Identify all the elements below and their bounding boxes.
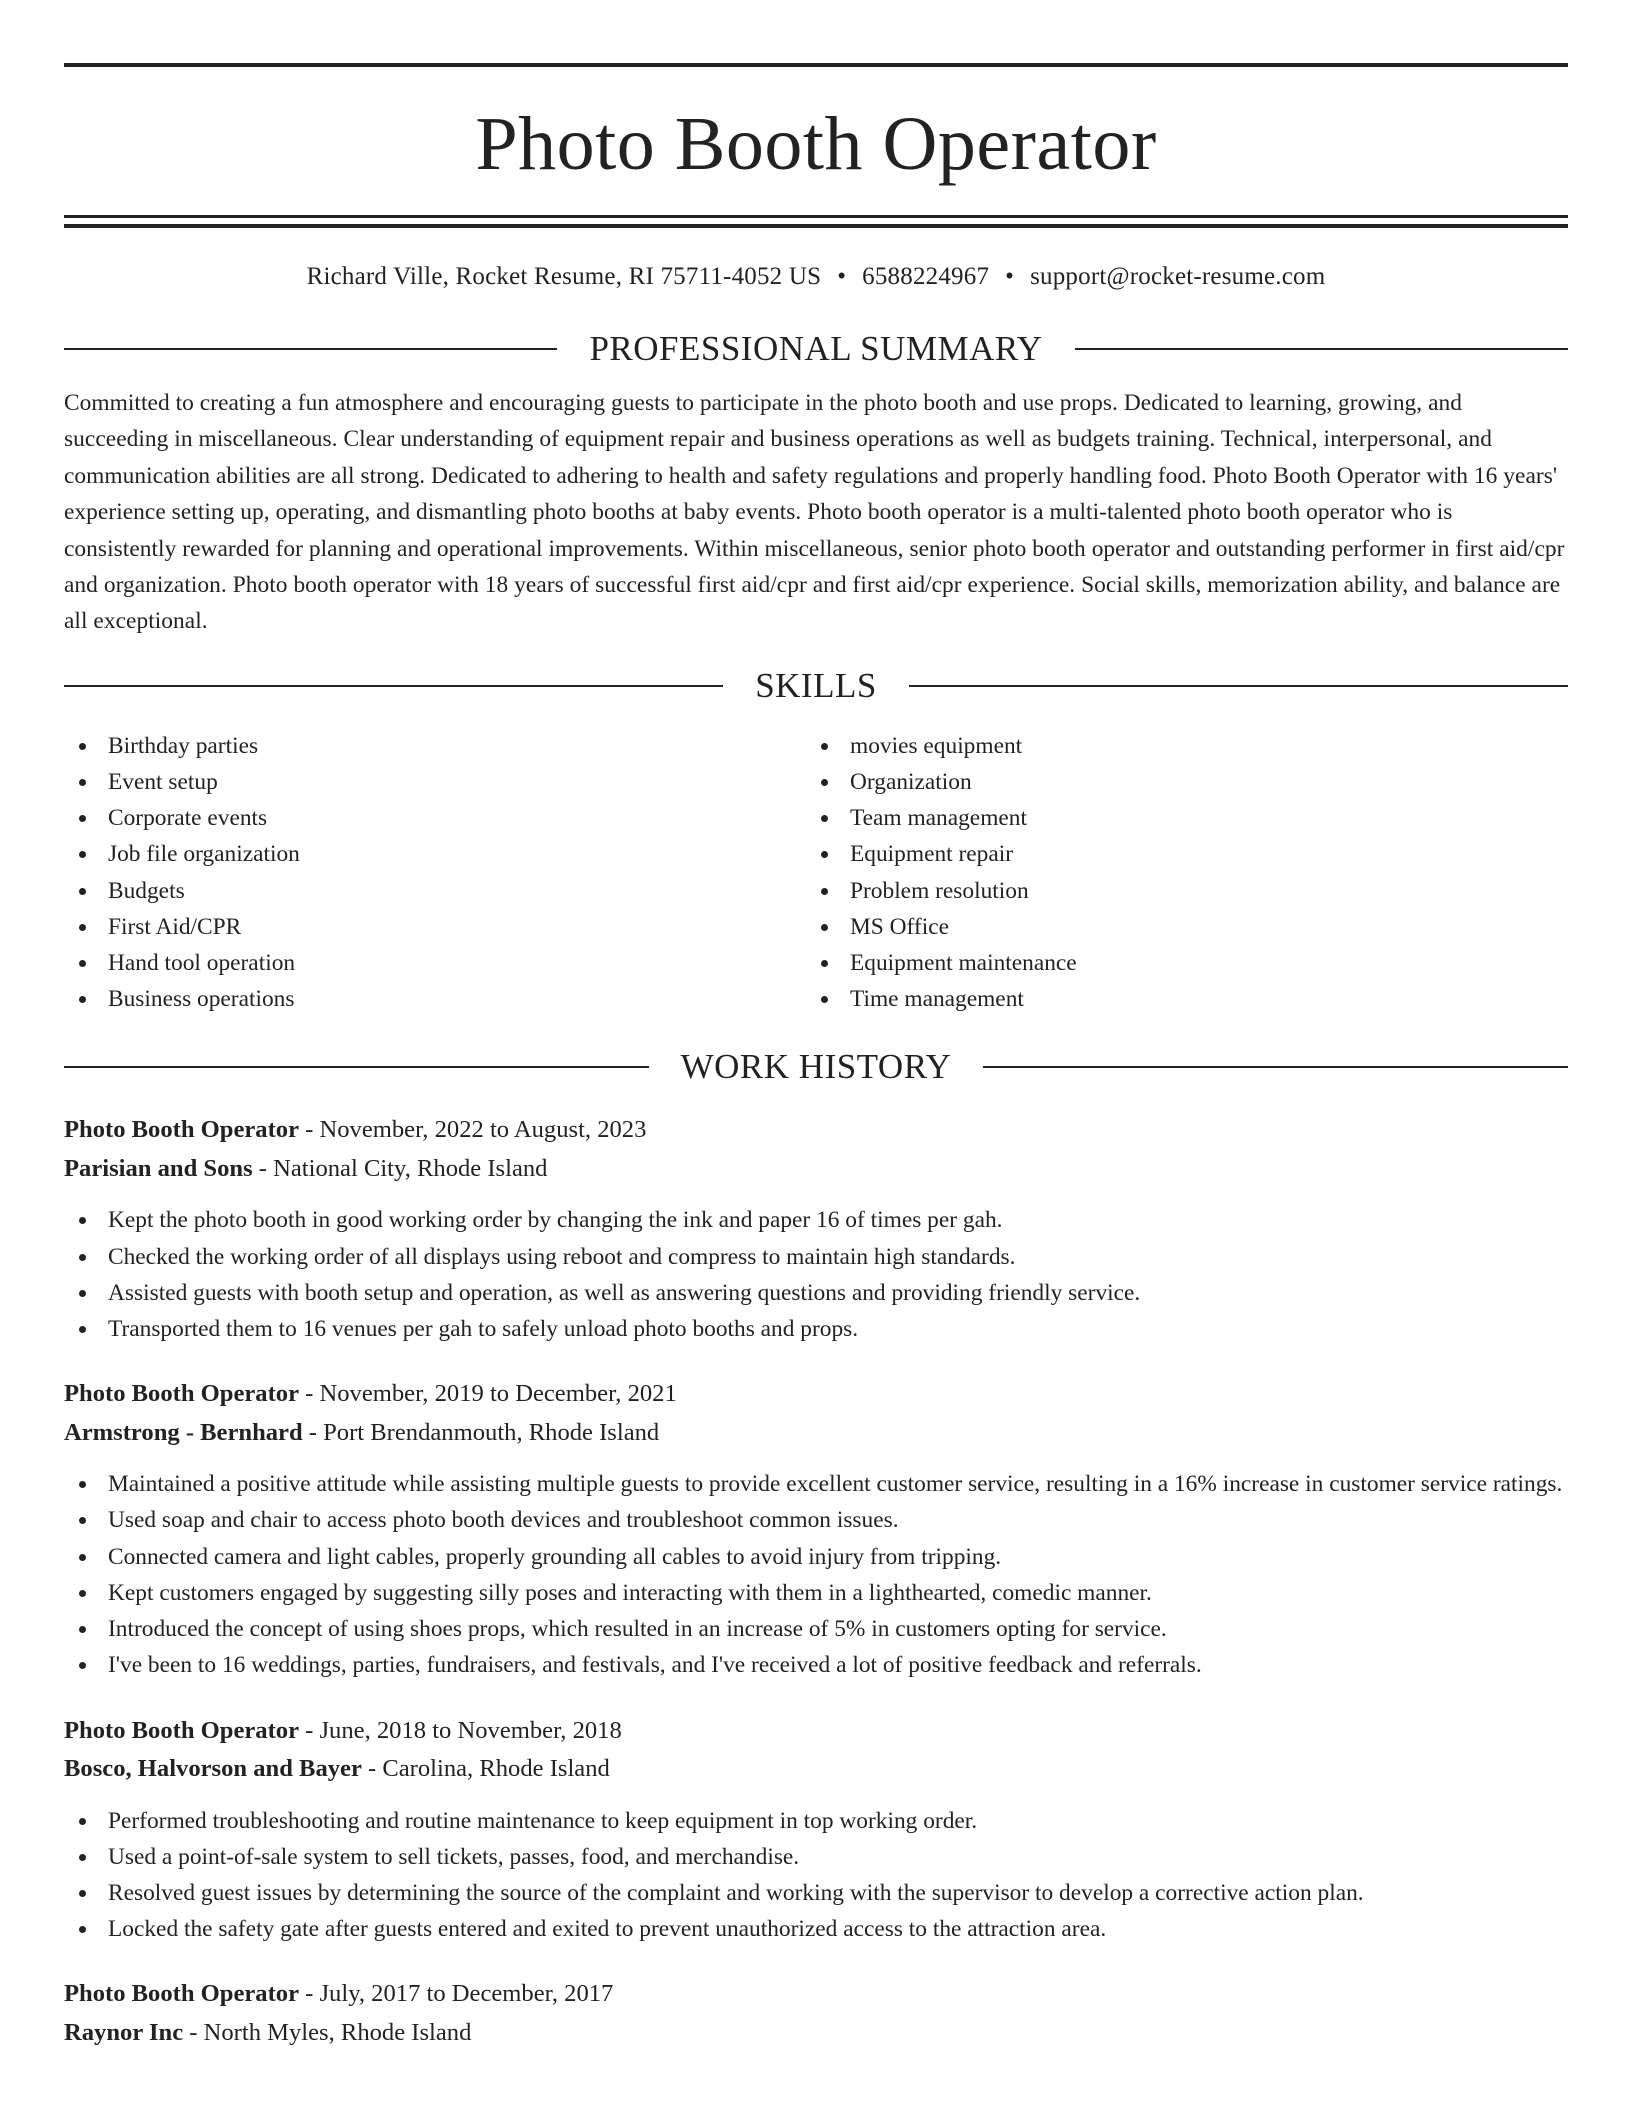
job-entry xyxy=(64,1712,1568,1948)
job-duties-list xyxy=(64,1466,1568,1683)
skill-item: Corporate events xyxy=(64,800,806,836)
contact-separator: • xyxy=(1005,263,1015,290)
skill-item: Business operations xyxy=(64,981,806,1017)
contact-line xyxy=(64,257,1568,297)
skill-item: Event setup xyxy=(64,764,806,800)
skill-item: MS Office xyxy=(806,909,1548,945)
skill-item: Problem resolution xyxy=(806,873,1548,909)
job-title-line xyxy=(64,1111,1568,1150)
skills-column-right xyxy=(806,728,1548,1018)
job-company: Bosco, Halvorson and Bayer xyxy=(64,1755,362,1782)
skill-item: First Aid/CPR xyxy=(64,909,806,945)
skills-section-heading xyxy=(64,662,1568,710)
work-history-list xyxy=(64,1111,1568,2052)
job-title: Photo Booth Operator xyxy=(64,1116,299,1144)
job-company: Parisian and Sons xyxy=(64,1154,253,1182)
job-duties-list xyxy=(64,1803,1568,1948)
heading-rule-left xyxy=(64,1066,649,1068)
resume-page xyxy=(64,0,1568,2052)
job-location: - Port Brendanmouth, Rhode Island xyxy=(302,1418,660,1446)
job-company-line xyxy=(64,1750,1568,1789)
job-duty-item: Maintained a positive attitude while assisting multiple guests to provide excellent customer service, resulting in a 16% increase in customer service ratings. xyxy=(64,1466,1568,1502)
skills-column-left xyxy=(64,728,806,1018)
skill-item: Hand tool operation xyxy=(64,945,806,981)
skill-item: Equipment maintenance xyxy=(806,945,1548,981)
skills-list xyxy=(64,728,1568,1018)
heading-rule-right xyxy=(1075,348,1568,350)
job-duty-item: Performed troubleshooting and routine maintenance to keep equipment in top working order. xyxy=(64,1803,1568,1839)
job-duty-item: Used soap and chair to access photo booth devices and troubleshoot common issues. xyxy=(64,1502,1568,1538)
skill-item: Job file organization xyxy=(64,836,806,872)
job-duty-item: Kept customers engaged by suggesting silly poses and interacting with them in a lighthearted, comedic manner. xyxy=(64,1575,1568,1611)
job-dates: - July, 2017 to December, 2017 xyxy=(299,1980,614,2008)
job-entry xyxy=(64,1975,1568,2052)
heading-rule-right xyxy=(983,1066,1568,1068)
job-title-line xyxy=(64,1975,1568,2014)
heading-rule-left xyxy=(64,685,723,687)
skill-item: Organization xyxy=(806,764,1548,800)
job-duties-list xyxy=(64,1202,1568,1347)
job-location: - North Myles, Rhode Island xyxy=(183,2018,472,2046)
contact-address: Richard Ville, Rocket Resume, RI 75711-4052 US xyxy=(306,263,822,290)
job-title: Photo Booth Operator xyxy=(64,1980,299,2008)
skills-heading: SKILLS xyxy=(755,665,877,705)
job-location: - Carolina, Rhode Island xyxy=(361,1755,610,1782)
job-dates: - November, 2022 to August, 2023 xyxy=(299,1116,647,1144)
job-company: Raynor Inc xyxy=(64,2018,184,2046)
job-title: Photo Booth Operator xyxy=(64,1380,299,1408)
page-title: Photo Booth Operator xyxy=(475,102,1157,186)
job-company: Armstrong - Bernhard xyxy=(64,1418,303,1446)
job-company-line xyxy=(64,1150,1568,1189)
job-duty-item: I've been to 16 weddings, parties, fundraisers, and festivals, and I've received a lot of positive feedback and referrals. xyxy=(64,1647,1568,1683)
skill-item: Equipment repair xyxy=(806,836,1548,872)
job-duty-item: Checked the working order of all displays using reboot and compress to maintain high standards. xyxy=(64,1239,1568,1275)
summary-heading: PROFESSIONAL SUMMARY xyxy=(589,329,1043,368)
summary-section-heading xyxy=(64,325,1568,373)
job-duty-item: Connected camera and light cables, properly grounding all cables to avoid injury from tripping. xyxy=(64,1539,1568,1575)
job-dates: - June, 2018 to November, 2018 xyxy=(299,1716,622,1744)
job-duty-item: Kept the photo booth in good working order by changing the ink and paper 16 of times per gah. xyxy=(64,1202,1568,1238)
job-dates: - November, 2019 to December, 2021 xyxy=(299,1380,677,1408)
job-location: - National City, Rhode Island xyxy=(252,1154,548,1182)
job-company-line xyxy=(64,2014,1568,2053)
skill-item: Team management xyxy=(806,800,1548,836)
job-company-line xyxy=(64,1414,1568,1453)
contact-email: support@rocket-resume.com xyxy=(1030,263,1326,290)
summary-text: Committed to creating a fun atmosphere and encouraging guests to participate in the photo booth and use props. Dedicated to learning, growing, and succeeding in miscellaneous. Clear understanding of equipment repair and business operations as well as budgets training. Technical, interpersonal, and communication abilities are all strong. Dedicated to adhering to health and safety regulations and properly handling food. Photo Booth Operator with 16 years' experience setting up, operating, and dismantling photo booths at baby events. Photo booth operator is a multi-talented photo booth operator who is consistently rewarded for planning and operational improvements. Within miscellaneous, senior photo booth operator and outstanding performer in first aid/cpr and organization. Photo booth operator with 18 years of successful first aid/cpr and first aid/cpr experience. Social skills, memorization ability, and balance are all exceptional. xyxy=(64,390,1565,635)
job-duty-item: Resolved guest issues by determining the source of the complaint and working with the supervisor to develop a corrective action plan. xyxy=(64,1875,1568,1911)
job-title-line xyxy=(64,1712,1568,1751)
top-rule xyxy=(64,63,1568,67)
job-duty-item: Introduced the concept of using shoes props, which resulted in an increase of 5% in customers opting for service. xyxy=(64,1611,1568,1647)
job-title-line xyxy=(64,1375,1568,1414)
job-entry xyxy=(64,1111,1568,1347)
contact-separator: • xyxy=(837,263,847,290)
job-duty-item: Transported them to 16 venues per gah to safely unload photo booths and props. xyxy=(64,1311,1568,1347)
job-duty-item: Used a point-of-sale system to sell tickets, passes, food, and merchandise. xyxy=(64,1839,1568,1875)
skill-item: Budgets xyxy=(64,873,806,909)
skill-item: Birthday parties xyxy=(64,728,806,764)
work-section-heading xyxy=(64,1043,1568,1091)
job-duty-item: Locked the safety gate after guests entered and exited to prevent unauthorized access to the attraction area. xyxy=(64,1911,1568,1947)
heading-rule-left xyxy=(64,348,557,350)
job-duty-item: Assisted guests with booth setup and operation, as well as answering questions and providing friendly service. xyxy=(64,1275,1568,1311)
work-heading: WORK HISTORY xyxy=(680,1047,952,1087)
job-entry xyxy=(64,1375,1568,1683)
skill-item: Time management xyxy=(806,981,1548,1017)
skill-item: movies equipment xyxy=(806,728,1548,764)
contact-phone: 6588224967 xyxy=(862,263,990,290)
heading-rule-right xyxy=(909,685,1568,687)
job-title: Photo Booth Operator xyxy=(64,1716,299,1744)
title-double-rule xyxy=(64,215,1568,228)
